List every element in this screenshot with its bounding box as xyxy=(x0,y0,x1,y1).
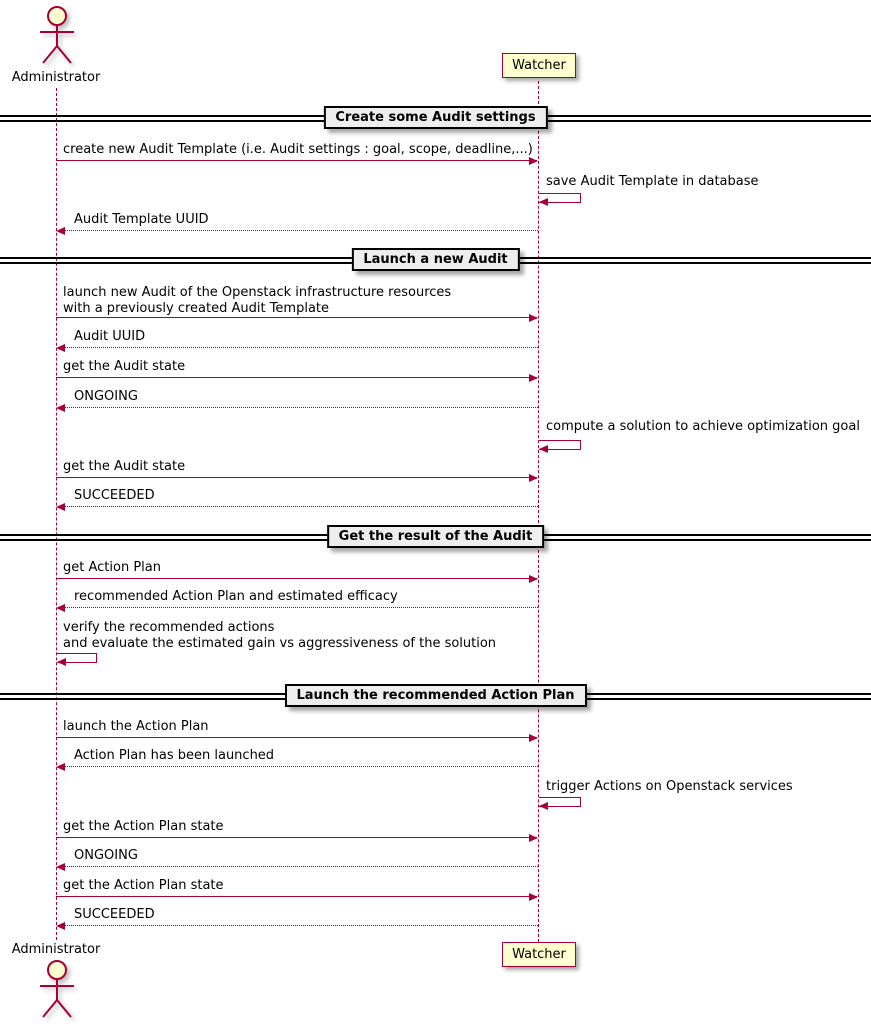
message-label: get Action Plan xyxy=(63,560,161,575)
participant-watcher-top: Watcher xyxy=(502,53,576,78)
message-arrow xyxy=(56,160,537,161)
message-arrow xyxy=(60,506,538,507)
message-arrow xyxy=(56,377,537,378)
actor-icon-administrator-bottom xyxy=(33,958,81,1022)
actor-label-administrator-bottom: Administrator xyxy=(11,942,101,957)
arrowhead-icon xyxy=(56,863,65,871)
message-arrow xyxy=(60,607,538,608)
arrowhead-icon xyxy=(56,344,65,352)
message-label: Audit Template UUID xyxy=(74,212,209,227)
actor-icon-administrator-top xyxy=(33,4,81,68)
message-arrow xyxy=(56,837,537,838)
arrowhead-icon xyxy=(56,922,65,930)
arrowhead-icon xyxy=(529,474,538,482)
message-label: Audit UUID xyxy=(74,329,146,344)
message-arrow xyxy=(60,347,538,348)
arrowhead-icon xyxy=(539,802,548,810)
actor-label-administrator-top: Administrator xyxy=(11,70,101,85)
message-arrow xyxy=(56,737,537,738)
arrowhead-icon xyxy=(529,157,538,165)
message-label: compute a solution to achieve optimization goal xyxy=(546,419,860,434)
message-label: ONGOING xyxy=(74,389,138,404)
message-arrow xyxy=(56,896,537,897)
message-arrow xyxy=(60,407,538,408)
arrowhead-icon xyxy=(529,314,538,322)
message-label: get the Audit state xyxy=(63,359,186,374)
message-label: verify the recommended actions and evaluate the estimated gain vs aggressiveness of the solution xyxy=(63,620,497,651)
message-arrow xyxy=(60,866,538,867)
message-label: get the Audit state xyxy=(63,459,186,474)
message-label: create new Audit Template (i.e. Audit settings : goal, scope, deadline,...) xyxy=(63,142,533,157)
message-label: trigger Actions on Openstack services xyxy=(546,779,793,794)
section-title: Create some Audit settings xyxy=(323,106,547,129)
section-title: Launch a new Audit xyxy=(351,248,519,271)
arrowhead-icon xyxy=(529,734,538,742)
arrowhead-icon xyxy=(56,763,65,771)
message-label: SUCCEEDED xyxy=(74,907,155,922)
arrowhead-icon xyxy=(57,658,66,666)
message-label: get the Action Plan state xyxy=(63,878,224,893)
arrowhead-icon xyxy=(539,445,548,453)
section-title: Get the result of the Audit xyxy=(327,525,545,548)
arrowhead-icon xyxy=(529,374,538,382)
message-label: get the Action Plan state xyxy=(63,819,224,834)
section-divider xyxy=(0,248,871,272)
arrowhead-icon xyxy=(529,893,538,901)
arrowhead-icon xyxy=(539,198,548,206)
message-label: save Audit Template in database xyxy=(546,174,759,189)
section-divider xyxy=(0,106,871,130)
section-divider xyxy=(0,525,871,549)
section-divider xyxy=(0,684,871,708)
message-label: launch the Action Plan xyxy=(63,719,209,734)
message-label: Action Plan has been launched xyxy=(74,748,275,763)
arrowhead-icon xyxy=(529,834,538,842)
message-arrow xyxy=(60,925,538,926)
message-label: SUCCEEDED xyxy=(74,488,155,503)
message-arrow xyxy=(56,578,537,579)
arrowhead-icon xyxy=(56,503,65,511)
section-title: Launch the recommended Action Plan xyxy=(284,684,586,707)
arrowhead-icon xyxy=(529,575,538,583)
message-label: ONGOING xyxy=(74,848,138,863)
arrowhead-icon xyxy=(56,404,65,412)
message-label: launch new Audit of the Openstack infrastructure resources with a previously created Audit Template xyxy=(63,285,452,316)
message-arrow xyxy=(60,230,538,231)
message-label: recommended Action Plan and estimated efficacy xyxy=(74,589,398,604)
participant-watcher-bottom: Watcher xyxy=(502,942,576,967)
lifeline-watcher xyxy=(538,81,539,942)
lifeline-administrator xyxy=(56,88,57,940)
arrowhead-icon xyxy=(56,604,65,612)
message-arrow xyxy=(60,766,538,767)
message-arrow xyxy=(56,317,537,318)
arrowhead-icon xyxy=(56,227,65,235)
message-arrow xyxy=(56,477,537,478)
